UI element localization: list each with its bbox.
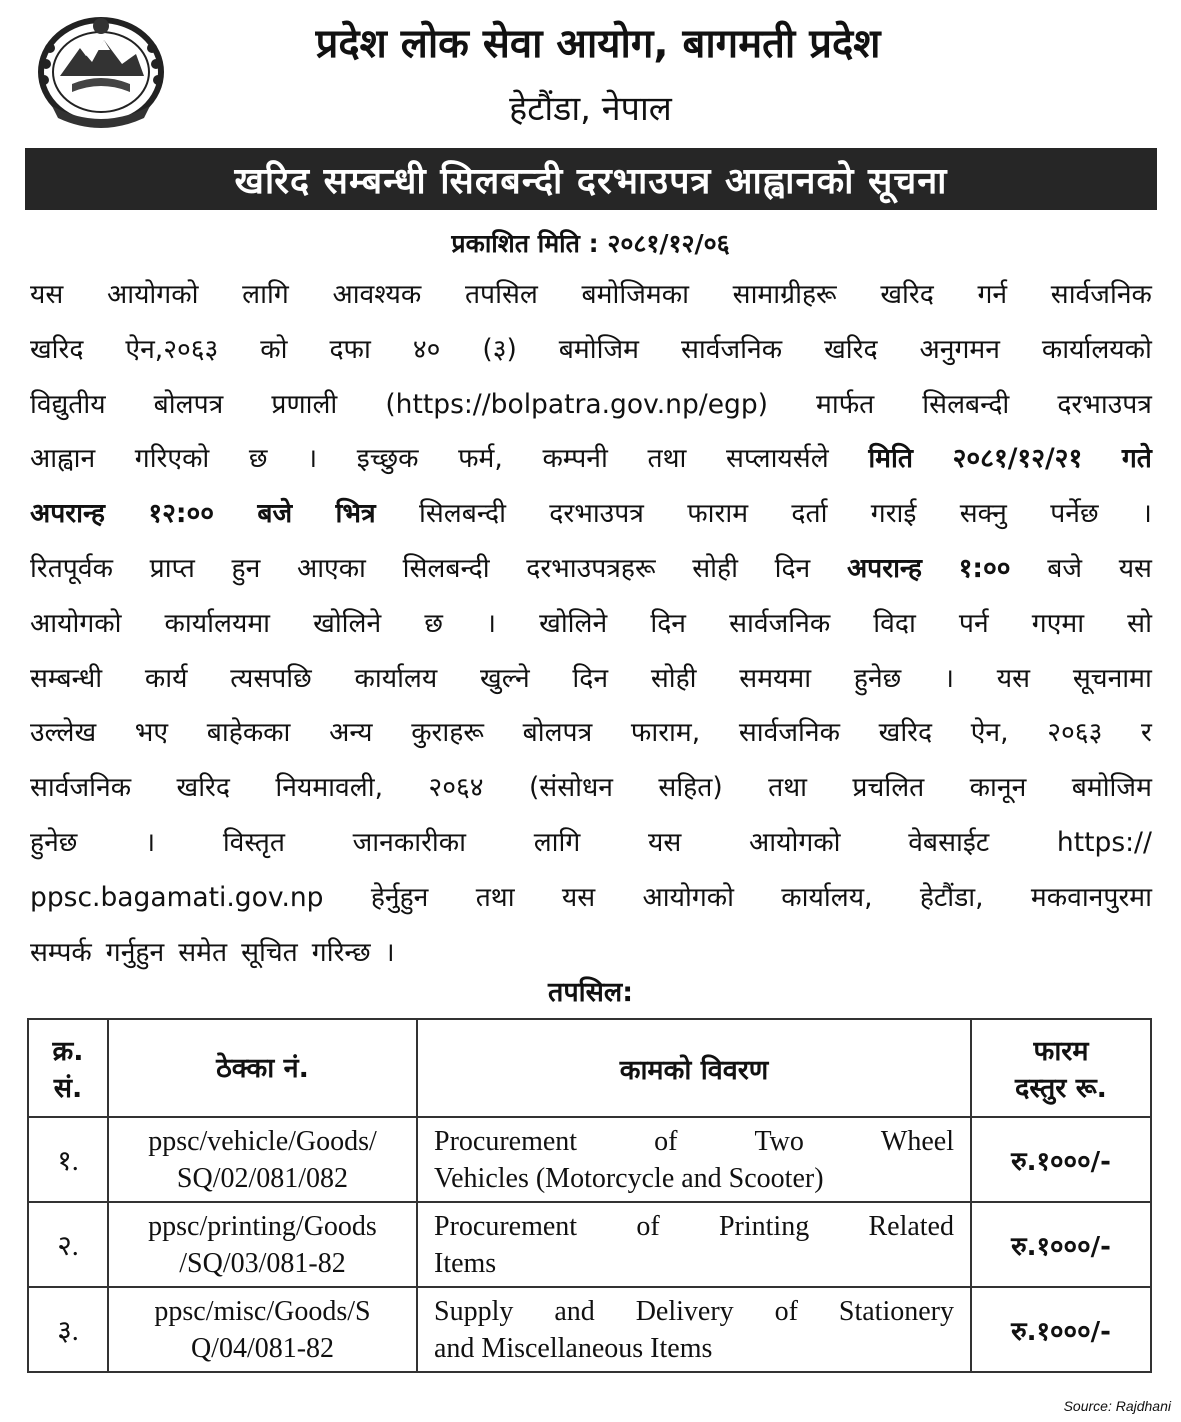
body-line <box>30 597 1152 652</box>
header-fee-bottom: दस्तुर रू. <box>1015 1073 1107 1104</box>
word: Procurement <box>434 1210 578 1242</box>
word: सार्वजनिक <box>738 717 840 749</box>
word: सूचनामा <box>1072 662 1152 694</box>
word: खरिद <box>176 772 230 804</box>
word: हुन <box>231 552 261 584</box>
word: Related <box>868 1210 954 1242</box>
word: उल्लेख <box>30 717 97 749</box>
body-line <box>30 871 1152 926</box>
word: पर्नेछ <box>1050 498 1099 530</box>
word: Printing <box>718 1210 810 1242</box>
body-line <box>30 761 1152 816</box>
word: https:// <box>1056 826 1152 858</box>
word: कार्यालयको <box>1041 333 1152 365</box>
body-line <box>30 706 1152 761</box>
body-line <box>30 268 1152 323</box>
word: फाराम, <box>630 717 701 749</box>
word: सामाग्रीहरू <box>732 279 837 310</box>
word: खरिद <box>30 333 84 365</box>
word: सार्वजनिक <box>30 772 132 804</box>
deadline-time: अपरान्ह <box>30 498 105 530</box>
word: Wheel <box>880 1125 954 1157</box>
body-line <box>30 487 1152 542</box>
word: of <box>636 1210 660 1242</box>
word: सोही <box>650 662 697 694</box>
word: कार्यालय <box>354 662 438 694</box>
word: रितपूर्वक <box>30 552 113 584</box>
deadline-time: भित्र <box>335 498 376 530</box>
contract-part: ppsc/misc/Goods/S <box>154 1295 371 1327</box>
word: ऐन,२०६३ <box>125 333 219 365</box>
word: and <box>554 1295 595 1327</box>
word: छ <box>424 607 443 639</box>
row-description <box>417 1202 971 1287</box>
row-description <box>417 1117 971 1202</box>
word: सक्नु <box>959 498 1007 530</box>
word: यस <box>1118 552 1152 584</box>
contract-part: /SQ/03/081-82 <box>179 1247 346 1279</box>
word: बोलपत्र <box>522 717 593 749</box>
word: त्यसपछि <box>230 662 312 694</box>
word: सिलबन्दी <box>922 388 1010 420</box>
word: सहित) <box>658 772 723 804</box>
word: । <box>1141 498 1152 530</box>
word: समयमा <box>739 662 812 694</box>
word: सोही <box>692 552 738 584</box>
description-line <box>434 1293 954 1330</box>
word: हेर्नुहुन <box>370 881 429 913</box>
row-fee: रु.१०००/- <box>971 1287 1151 1372</box>
organization-location: हेटौंडा, नेपाल <box>509 89 672 129</box>
word: तथा <box>475 881 515 913</box>
word: बोलपत्र <box>153 388 224 420</box>
schedule-title: तपसिल: <box>547 977 634 1008</box>
word: बमोजिम <box>1071 772 1152 804</box>
published-date-value: २०८१/१२/०६ <box>607 229 730 258</box>
table-row <box>28 1117 1151 1202</box>
word: फर्म, <box>458 443 503 475</box>
opening-time: अपरान्ह <box>846 552 922 584</box>
word: खरिद <box>880 279 934 310</box>
word: को <box>260 333 288 365</box>
word: बमोजिमका <box>581 279 689 310</box>
word: सप्लायर्सले <box>726 443 829 475</box>
word: Procurement <box>434 1125 578 1157</box>
word: ऐन, <box>970 717 1009 749</box>
contract-part: ppsc/vehicle/Goods/ <box>148 1125 377 1157</box>
row-fee: रु.१०००/- <box>971 1117 1151 1202</box>
description-line <box>434 1208 954 1245</box>
word: प्रणाली <box>271 388 338 420</box>
row-sn: २. <box>28 1202 108 1287</box>
word: कानून <box>969 772 1027 804</box>
header-fee-top: फारम <box>1033 1036 1089 1067</box>
contract-part: SQ/02/081/082 <box>176 1162 349 1194</box>
word: आह्वान <box>30 443 96 475</box>
word: गरिएको <box>134 443 210 475</box>
word: आयोगको <box>749 826 841 858</box>
description-line <box>434 1123 954 1160</box>
contract-part: ppsc/printing/Goods <box>148 1210 377 1242</box>
word: नियमावली, <box>275 772 384 804</box>
word: खुल्ने <box>480 662 530 694</box>
contract-part: Q/04/081-82 <box>190 1332 335 1364</box>
notice-banner <box>25 148 1157 210</box>
word: । <box>944 662 955 694</box>
header-fee <box>971 1019 1151 1117</box>
word: गर्नुहुन <box>105 936 165 968</box>
word: फाराम <box>687 498 749 530</box>
word: र <box>1141 717 1152 749</box>
notice-body <box>30 268 1152 980</box>
word: हुनेछ <box>30 826 78 858</box>
word: तथा <box>768 772 808 804</box>
word: (https://bolpatra.gov.np/egp) <box>385 388 768 420</box>
body-line <box>30 432 1152 487</box>
row-sn: १. <box>28 1117 108 1202</box>
word: दिन <box>650 607 686 639</box>
word: यस <box>648 826 682 858</box>
opening-time: १:०० <box>958 552 1011 584</box>
word: गराई <box>870 498 917 530</box>
word: कार्यालय, <box>781 881 873 913</box>
row-sn: ३. <box>28 1287 108 1372</box>
word: आयोगको <box>106 279 199 310</box>
header-contract: ठेक्का नं. <box>108 1019 417 1117</box>
word: ४० <box>412 333 441 365</box>
word: (३) <box>482 333 517 365</box>
deadline-time: १२:०० <box>148 498 215 530</box>
word: सिलबन्दी <box>402 552 490 584</box>
word: हुनेछ <box>853 662 902 694</box>
deadline-date: गते <box>1121 443 1152 475</box>
word: २०६३ <box>1047 717 1103 749</box>
table-row <box>28 1202 1151 1287</box>
word: (संसोधन <box>528 772 613 804</box>
word: कुराहरू <box>411 717 484 749</box>
word: विस्तृत <box>222 826 285 858</box>
word: गएमा <box>1031 607 1085 639</box>
header-sn-bottom: सं. <box>53 1073 83 1104</box>
table-row <box>28 1287 1151 1372</box>
word: of <box>774 1295 798 1327</box>
word: दरभाउपत्र <box>549 498 644 530</box>
word: दरभाउपत्र <box>1057 388 1152 420</box>
word: Stationery <box>838 1295 954 1327</box>
word: खरिद <box>824 333 878 365</box>
word: सम्बन्धी <box>30 662 103 694</box>
header-sn-top: क्र. <box>52 1036 84 1067</box>
word: सार्वजनिक <box>729 607 831 639</box>
word: सम्पर्क <box>30 936 92 968</box>
word: आयोगको <box>642 881 734 913</box>
word: बाहेकका <box>206 717 291 749</box>
word: अनुगमन <box>919 333 1000 365</box>
word: सिलबन्दी <box>418 498 506 530</box>
word: Supply <box>434 1295 514 1327</box>
header-description: कामको विवरण <box>417 1019 971 1117</box>
word: सार्वजनिक <box>1050 279 1152 310</box>
word: कम्पनी <box>542 443 608 475</box>
row-contract <box>108 1117 417 1202</box>
word: । <box>145 826 156 858</box>
word: ppsc.bagamati.gov.np <box>30 881 324 913</box>
word: जानकारीका <box>352 826 467 858</box>
word: अन्य <box>329 717 373 749</box>
word: यस <box>561 881 596 913</box>
word: आवश्यक <box>332 279 422 310</box>
row-contract <box>108 1287 417 1372</box>
body-line <box>30 323 1152 378</box>
word: विद्युतीय <box>30 388 106 420</box>
row-fee: रु.१०००/- <box>971 1202 1151 1287</box>
word: विदा <box>873 607 916 639</box>
word: of <box>654 1125 678 1157</box>
table-header-row <box>28 1019 1151 1117</box>
word: बजे <box>1047 552 1083 584</box>
word: । <box>486 607 497 639</box>
word: पर्न <box>958 607 989 639</box>
description-line: Vehicles (Motorcycle and Scooter) <box>434 1162 824 1194</box>
word: दिन <box>572 662 609 694</box>
word: कार्य <box>144 662 188 694</box>
published-date <box>0 226 1181 260</box>
word: सूचित <box>241 936 298 968</box>
deadline-time: बजे <box>257 498 293 530</box>
word: गरिन्छ <box>311 936 371 968</box>
word: प्राप्त <box>149 552 195 584</box>
word: दफा <box>329 333 371 365</box>
word: दर्ता <box>791 498 828 530</box>
word: खोलिने <box>539 607 608 639</box>
word: लागि <box>242 279 289 310</box>
word: दरभाउपत्रहरू <box>526 552 656 584</box>
description-line: and Miscellaneous Items <box>434 1332 713 1364</box>
word: समेत <box>178 936 228 968</box>
word: गर्न <box>977 279 1008 310</box>
word: Two <box>754 1125 804 1157</box>
word: भए <box>134 717 169 749</box>
row-contract <box>108 1202 417 1287</box>
word: २०६४ <box>428 772 484 804</box>
row-description <box>417 1287 971 1372</box>
word: लागि <box>533 826 581 858</box>
word: यस <box>996 662 1031 694</box>
word: वेबसाईट <box>908 826 990 858</box>
word: छ <box>248 443 268 475</box>
word: । <box>307 443 318 475</box>
word: यस <box>30 279 64 310</box>
header-sn <box>28 1019 108 1117</box>
published-date-label: प्रकाशित मिति : <box>451 229 599 258</box>
body-line <box>30 378 1152 433</box>
word: आएका <box>296 552 366 584</box>
word: सो <box>1127 607 1152 639</box>
word: खोलिने <box>313 607 382 639</box>
source-credit: Source: Rajdhani <box>1063 1398 1171 1414</box>
word: इच्छुक <box>356 443 419 475</box>
word: खरिद <box>878 717 933 749</box>
deadline-date: मिति <box>868 443 913 475</box>
word: बमोजिम <box>558 333 640 365</box>
word: तपसिल <box>464 279 538 310</box>
body-line <box>30 652 1152 707</box>
word: सार्वजनिक <box>680 333 783 365</box>
description-line: Items <box>434 1247 497 1279</box>
word: मकवानपुरमा <box>1030 881 1152 913</box>
word: Delivery <box>635 1295 734 1327</box>
word: हेटौंडा, <box>919 881 984 913</box>
organization-title: प्रदेश लोक सेवा आयोग, बागमती प्रदेश <box>315 21 881 67</box>
schedule-table <box>27 1018 1152 1373</box>
word: कार्यालयमा <box>164 607 271 639</box>
word: प्रचलित <box>852 772 925 804</box>
word: तथा <box>647 443 687 475</box>
word: आयोगको <box>30 607 122 639</box>
word: । <box>384 936 395 968</box>
word: मार्फत <box>816 388 875 420</box>
deadline-date: २०८१/१२/२१ <box>952 443 1083 475</box>
notice-title: खरिद सम्बन्धी सिलबन्दी दरभाउपत्र आह्वानको सूचना <box>234 160 948 202</box>
word: दिन <box>774 552 811 584</box>
body-line <box>30 542 1152 597</box>
body-line <box>30 816 1152 871</box>
